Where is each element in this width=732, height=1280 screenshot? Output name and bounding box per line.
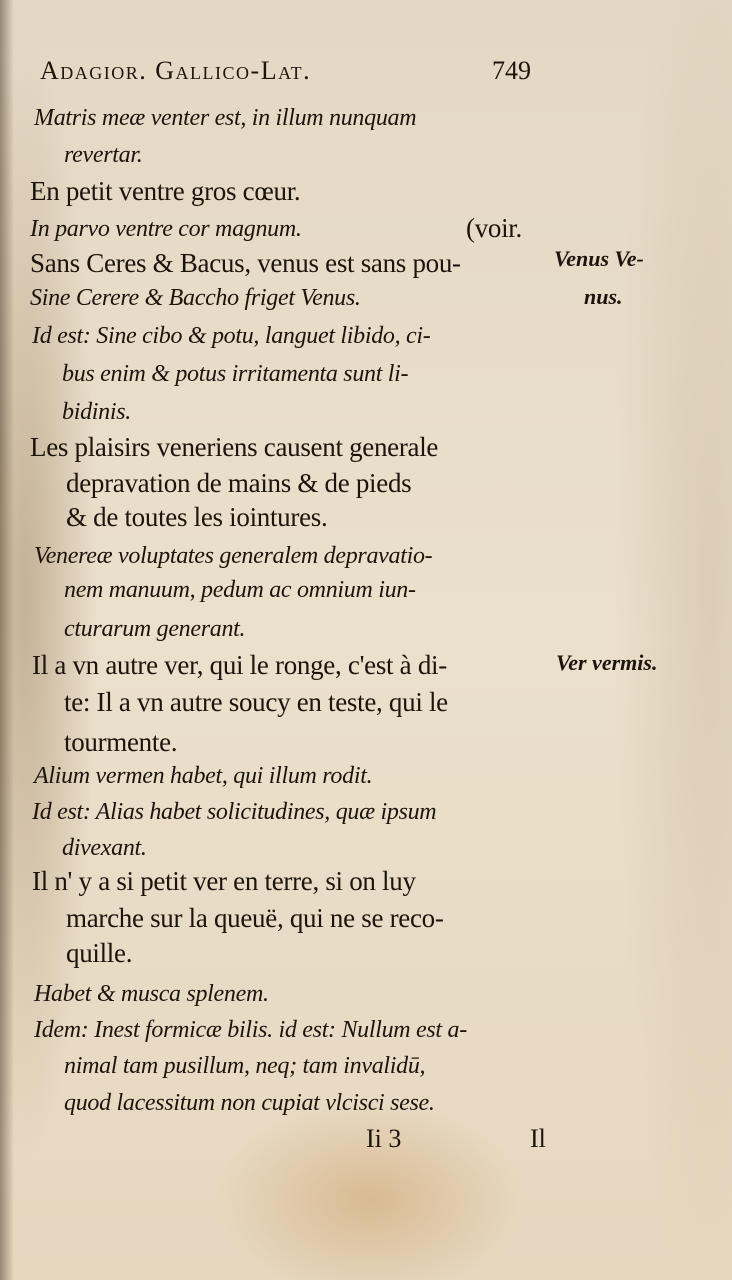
text-line: nimal tam pusillum, neq; tam invalidū, — [64, 1053, 426, 1079]
text-line: divexant. — [62, 835, 147, 861]
margin-note: Ver vermis. — [556, 650, 658, 675]
text-line: cturarum generant. — [64, 616, 246, 642]
text-line: Idem: Inest formicæ bilis. id est: Nullum est a- — [34, 1017, 467, 1043]
text-line: tourmente. — [64, 727, 178, 757]
text-line: En petit ventre gros cœur. — [30, 176, 301, 206]
page-number: 749 — [492, 56, 531, 85]
text-line: quille. — [66, 938, 133, 968]
text-line: Sans Ceres & Bacus, venus est sans pou- — [30, 248, 461, 278]
page-gutter-shadow — [0, 0, 14, 1280]
text-line: Il a vn autre ver, qui le ronge, c'est à di- — [32, 650, 447, 680]
text-line: Id est: Alias habet solicitudines, quæ ipsum — [32, 799, 437, 825]
text-line: te: Il a vn autre soucy en teste, qui le — [64, 687, 448, 717]
text-line: Il n' y a si petit ver en terre, si on luy — [32, 866, 416, 896]
text-line: Habet & musca splenem. — [34, 981, 269, 1007]
text-line: revertar. — [64, 142, 143, 168]
margin-note: nus. — [584, 284, 623, 309]
signature-mark: Ii 3 — [366, 1124, 402, 1153]
text-line: nem manuum, pedum ac omnium iun- — [64, 577, 416, 603]
text-line: (voir. — [466, 213, 522, 243]
text-line: depravation de mains & de pieds — [66, 468, 412, 498]
text-line: marche sur la queuë, qui ne se reco- — [66, 903, 444, 933]
text-line: bidinis. — [62, 399, 131, 425]
margin-note: Venus Ve- — [554, 246, 644, 271]
text-line: Matris meæ venter est, in illum nunquam — [34, 105, 417, 131]
running-title: Adagior. Gallico-Lat. — [40, 56, 312, 85]
catchword: Il — [530, 1124, 546, 1153]
text-line: Les plaisirs veneriens causent generale — [30, 432, 439, 462]
text-line: bus enim & potus irritamenta sunt li- — [62, 361, 409, 387]
text-line: Sine Cerere & Baccho friget Venus. — [30, 285, 361, 311]
text-line: & de toutes les iointures. — [66, 502, 328, 532]
text-line: Id est: Sine cibo & potu, languet libido, ci- — [32, 323, 431, 349]
text-line: In parvo ventre cor magnum. — [30, 216, 302, 242]
text-line: Venereæ voluptates generalem depravatio- — [34, 543, 433, 569]
text-line: Alium vermen habet, qui illum rodit. — [34, 763, 373, 789]
text-line: quod lacessitum non cupiat vlcisci sese. — [64, 1090, 435, 1116]
